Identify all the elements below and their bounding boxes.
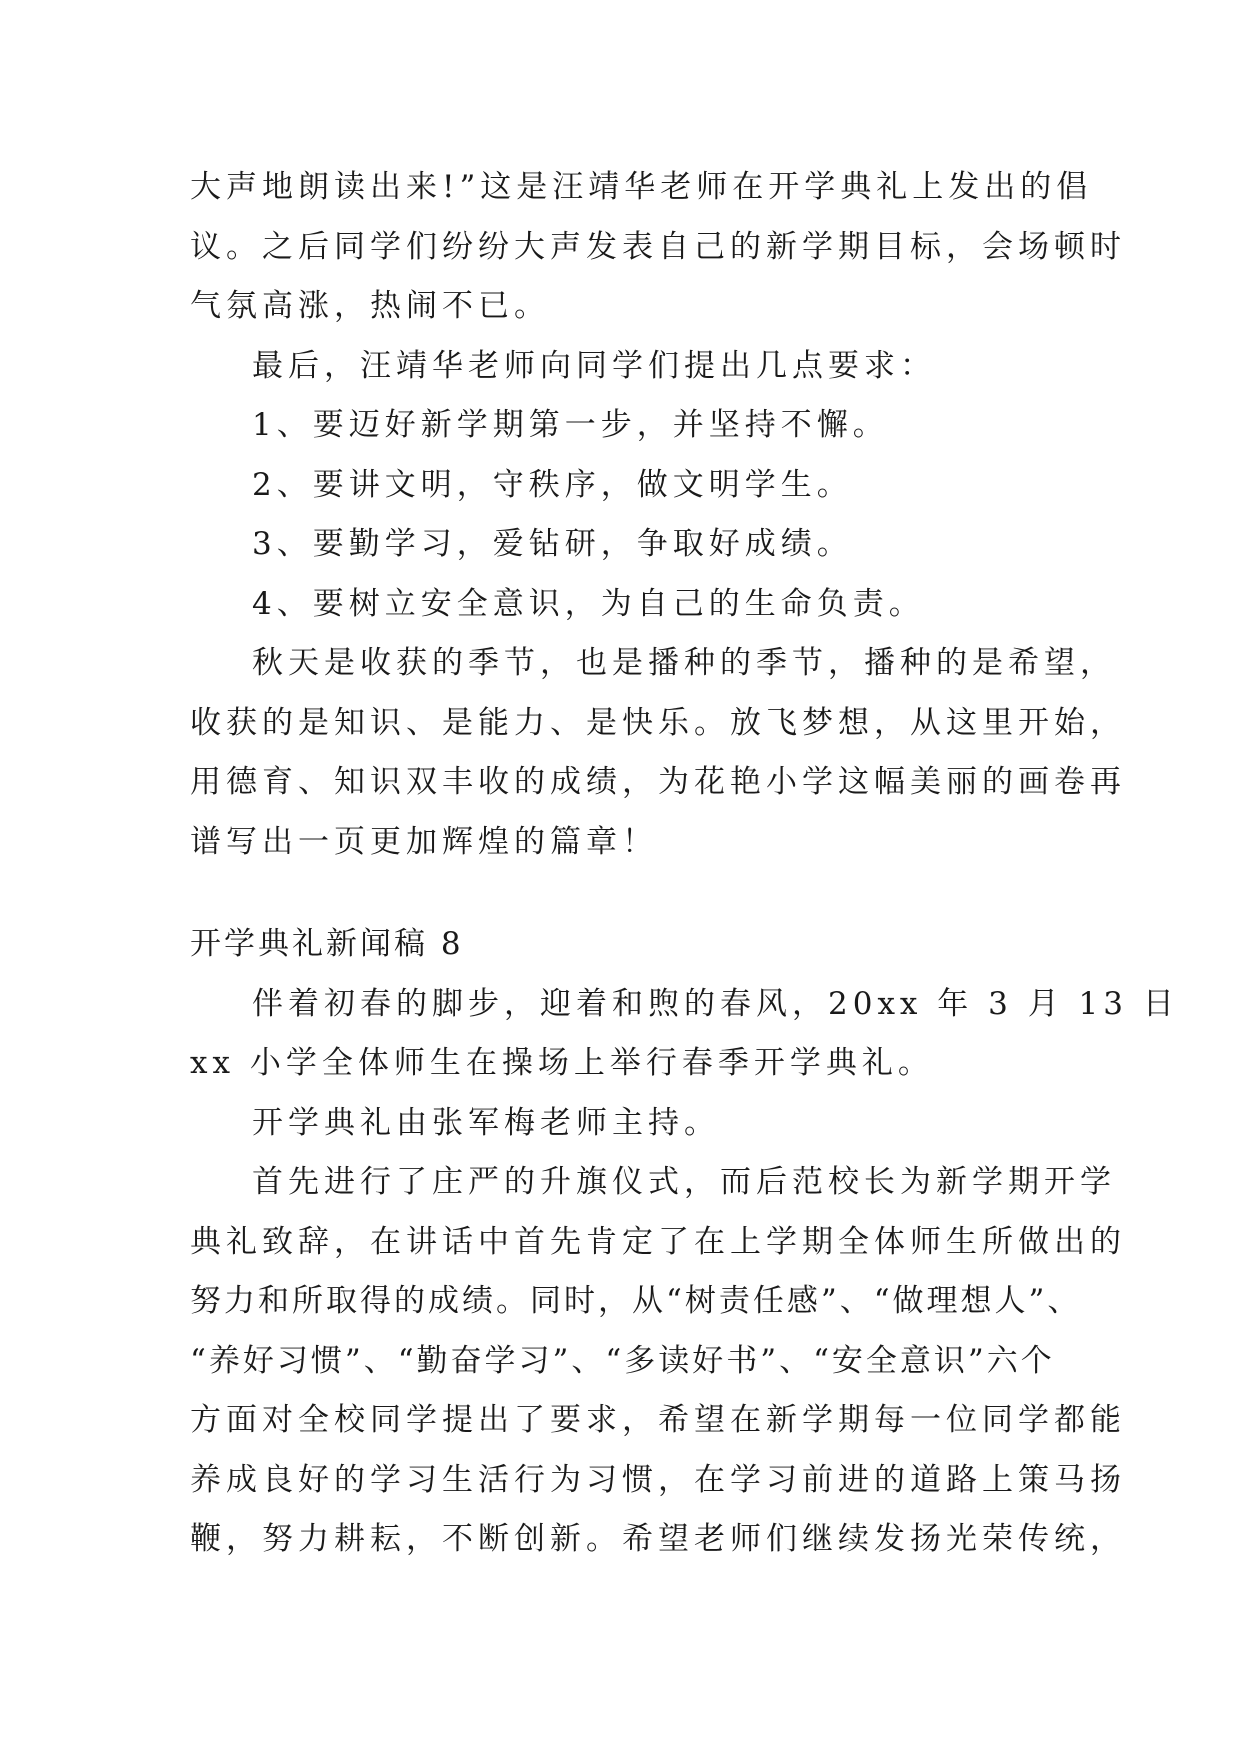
paragraph-line: 最后，汪靖华老师向同学们提出几点要求：	[252, 348, 936, 384]
paragraph-line: 首先进行了庄严的升旗仪式，而后范校长为新学期开学	[252, 1164, 1116, 1200]
paragraph-line: 大声地朗读出来!”这是汪靖华老师在开学典礼上发出的倡	[190, 169, 1093, 205]
paragraph-line: 方面对全校同学提出了要求，希望在新学期每一位同学都能	[190, 1402, 1126, 1438]
paragraph-line: xx 小学全体师生在操场上举行春季开学典礼。	[190, 1045, 934, 1081]
paragraph-line: 养成良好的学习生活行为习惯，在学习前进的道路上策马扬	[190, 1462, 1126, 1498]
paragraph-line: 努力和所取得的成绩。同时，从“树责任感”、“做理想人”、	[190, 1283, 1082, 1319]
paragraph-line: 收获的是知识、是能力、是快乐。放飞梦想，从这里开始，	[190, 705, 1126, 741]
paragraph-line: 鞭，努力耕耘，不断创新。希望老师们继续发扬光荣传统，	[190, 1521, 1126, 1557]
paragraph-line: 典礼致辞，在讲话中首先肯定了在上学期全体师生所做出的	[190, 1224, 1126, 1260]
list-item: 3、要勤学习，爱钻研，争取好成绩。	[252, 526, 853, 562]
paragraph-line: “养好习惯”、“勤奋学习”、“多读好书”、“安全意识”六个	[190, 1343, 1055, 1379]
paragraph-line: 用德育、知识双丰收的成绩，为花艳小学这幅美丽的画卷再	[190, 764, 1126, 800]
section-title: 开学典礼新闻稿 8	[190, 926, 464, 962]
paragraph-line: 开学典礼由张军梅老师主持。	[252, 1105, 720, 1141]
list-item: 1、要迈好新学期第一步，并坚持不懈。	[252, 407, 889, 443]
paragraph-line: 气氛高涨，热闹不已。	[190, 288, 550, 324]
paragraph-line: 议。之后同学们纷纷大声发表自己的新学期目标，会场顿时	[190, 229, 1126, 265]
list-item: 2、要讲文明，守秩序，做文明学生。	[252, 467, 853, 503]
list-item: 4、要树立安全意识，为自己的生命负责。	[252, 586, 925, 622]
paragraph-line: 谱写出一页更加辉煌的篇章！	[190, 824, 658, 860]
paragraph-line: 秋天是收获的季节，也是播种的季节，播种的是希望，	[252, 645, 1116, 681]
paragraph-line: 伴着初春的脚步，迎着和煦的春风，20xx 年 3 月 13 日	[252, 986, 1179, 1022]
